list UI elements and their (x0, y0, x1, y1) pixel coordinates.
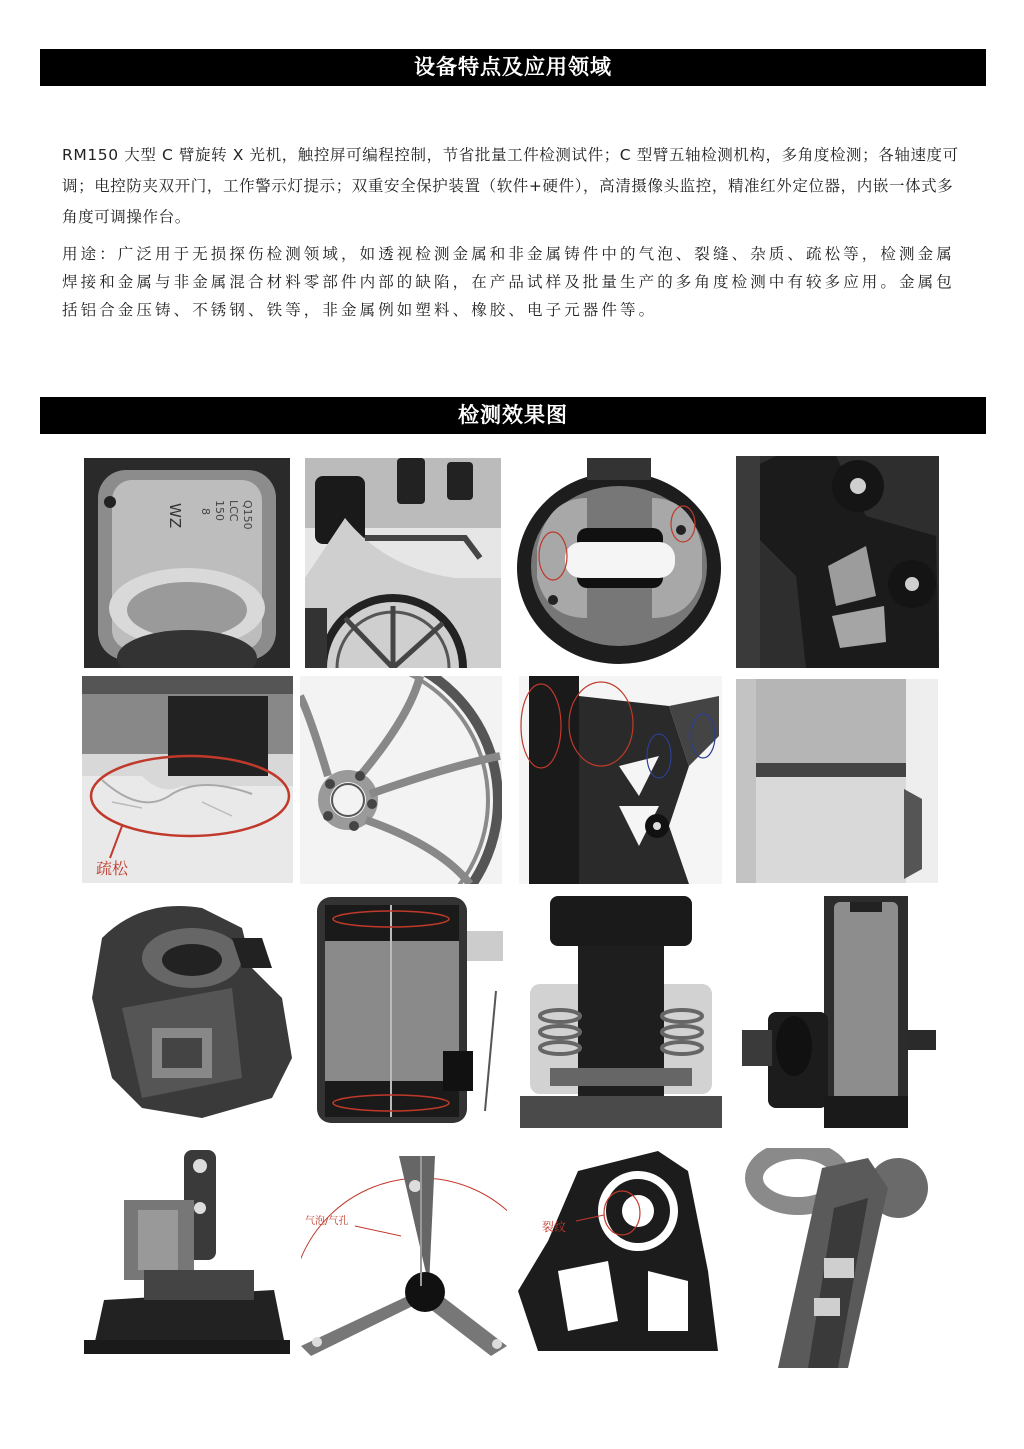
xray-image-piston (517, 458, 722, 668)
defect-label-crack: 裂纹 (542, 1220, 567, 1234)
section-header-features (40, 49, 986, 86)
xray-image-cylinder (84, 458, 290, 668)
engraving-text: 150 (213, 500, 226, 521)
xray-image-motor (311, 891, 503, 1127)
section-header-results (40, 397, 986, 434)
xray-image-damper (520, 896, 722, 1128)
engraving-text: 8 (199, 508, 212, 515)
engraving-text: LCC (227, 500, 240, 522)
section-title: 检测效果图 (458, 403, 568, 427)
xray-image-porosity (82, 676, 293, 883)
xray-image-cylinder-mount (738, 896, 940, 1128)
defect-label-loose: 疏松 (96, 859, 129, 878)
xray-image-gear-cover (518, 1151, 723, 1357)
xray-image-housing (82, 898, 294, 1128)
xray-image-wheel (300, 676, 502, 884)
features-paragraph: RM150 大型 C 臂旋转 X 光机，触控屏可编程控制，节省批量工件检测试件；C 型臂五轴检测机构，多角度检测；各轴速度可调；电控防夹双开门，工作警示灯提示；双重安全保护装置（软件+硬件），高清摄像头监控，精准红外定位器，内嵌一体式多角度可调操作台。 (62, 146, 959, 226)
xray-image-bracket-defect (519, 676, 722, 884)
engraving-text: WZ (166, 503, 184, 529)
xray-image-bracket (736, 456, 939, 668)
xray-image-base (84, 1150, 290, 1362)
section-title: 设备特点及应用领域 (414, 55, 612, 79)
xray-image-tripod (301, 1156, 507, 1356)
engraving-text: Q150 (241, 500, 254, 530)
xray-image-mechanism (305, 458, 501, 668)
defect-label-bubble: 气泡/气孔 (305, 1216, 349, 1227)
xray-image-plate (736, 679, 938, 883)
xray-image-lever (738, 1148, 936, 1368)
usage-paragraph: 用途：广泛用于无损探伤检测领域，如透视检测金属和非金属铸件中的气泡、裂缝、杂质、疏松等，检测金属焊接和金属与非金属混合材料零部件内部的缺陷，在产品试样及批量生产的多角度检测中有较多应用。金属包括铝合金压铸、不锈钢、铁等，非金属例如塑料、橡胶、电子元器件等。 (62, 245, 955, 319)
